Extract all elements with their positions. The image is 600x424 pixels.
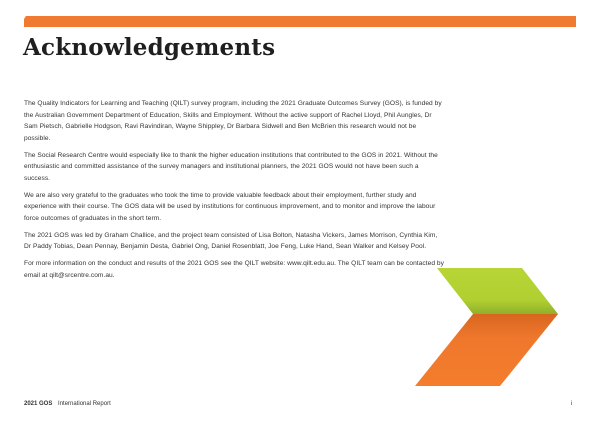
paragraph-project-team: The 2021 GOS was led by Graham Challice, and the project team consisted of Lisa Bolton, Natasha Vickers, James Morrison, Cynthia Kim, Dr Paddy Tobias, Dean Pennay, Benjamin Desta, Gabriel Ong, Daniel Rosenblatt, Joe Feng, Luke Hand, Sean Walker and Kelsey Pool.	[24, 231, 438, 250]
footer-doc-code: 2021 GOS	[24, 401, 53, 407]
paragraph-graduates: We are also very grateful to the graduates who took the time to provide valuable feedback about their employment, further study and experience with their course. The GOS data will be used by institutions for continuous improvement, and to monitor and improve the labour force outcomes of graduates in the short term.	[24, 191, 436, 222]
paragraph-contact: For more information on the conduct and results of the 2021 GOS see the QILT website: www.qilt.edu.au. The QILT team can be contacted by email at qilt@srcentre.com.au.	[24, 260, 444, 279]
footer-document-label	[24, 401, 111, 407]
footer-doc-title: International Report	[58, 401, 111, 407]
paragraph-funding: The Quality Indicators for Learning and Teaching (QILT) survey program, including the 2021 Graduate Outcomes Survey (GOS), is funded by the Australian Government Department of Education, Skills and Employment. Without the active support of Rachel Lloyd, Phil Aungles, Dr Sam Pietsch, Gabrielle Hodgson, Ravi Ravindiran, Wayne Shippley, Dr Barbara Sidwell and Ben McBrien this research would not be possible.	[24, 100, 442, 142]
page-title: Acknowledgements	[23, 34, 276, 61]
acknowledgements-body	[24, 98, 444, 287]
footer-page-number: i	[571, 401, 573, 407]
paragraph-institutions: The Social Research Centre would especially like to thank the higher education institutions that contributed to the GOS in 2021. Without the enthusiastic and committed assistance of the survey managers and institutional planners, the 2021 GOS would not have been such a success.	[24, 151, 438, 182]
chevron-bottom-orange	[415, 314, 558, 386]
header-accent-bar	[24, 16, 576, 27]
chevron-top-green	[437, 268, 558, 314]
